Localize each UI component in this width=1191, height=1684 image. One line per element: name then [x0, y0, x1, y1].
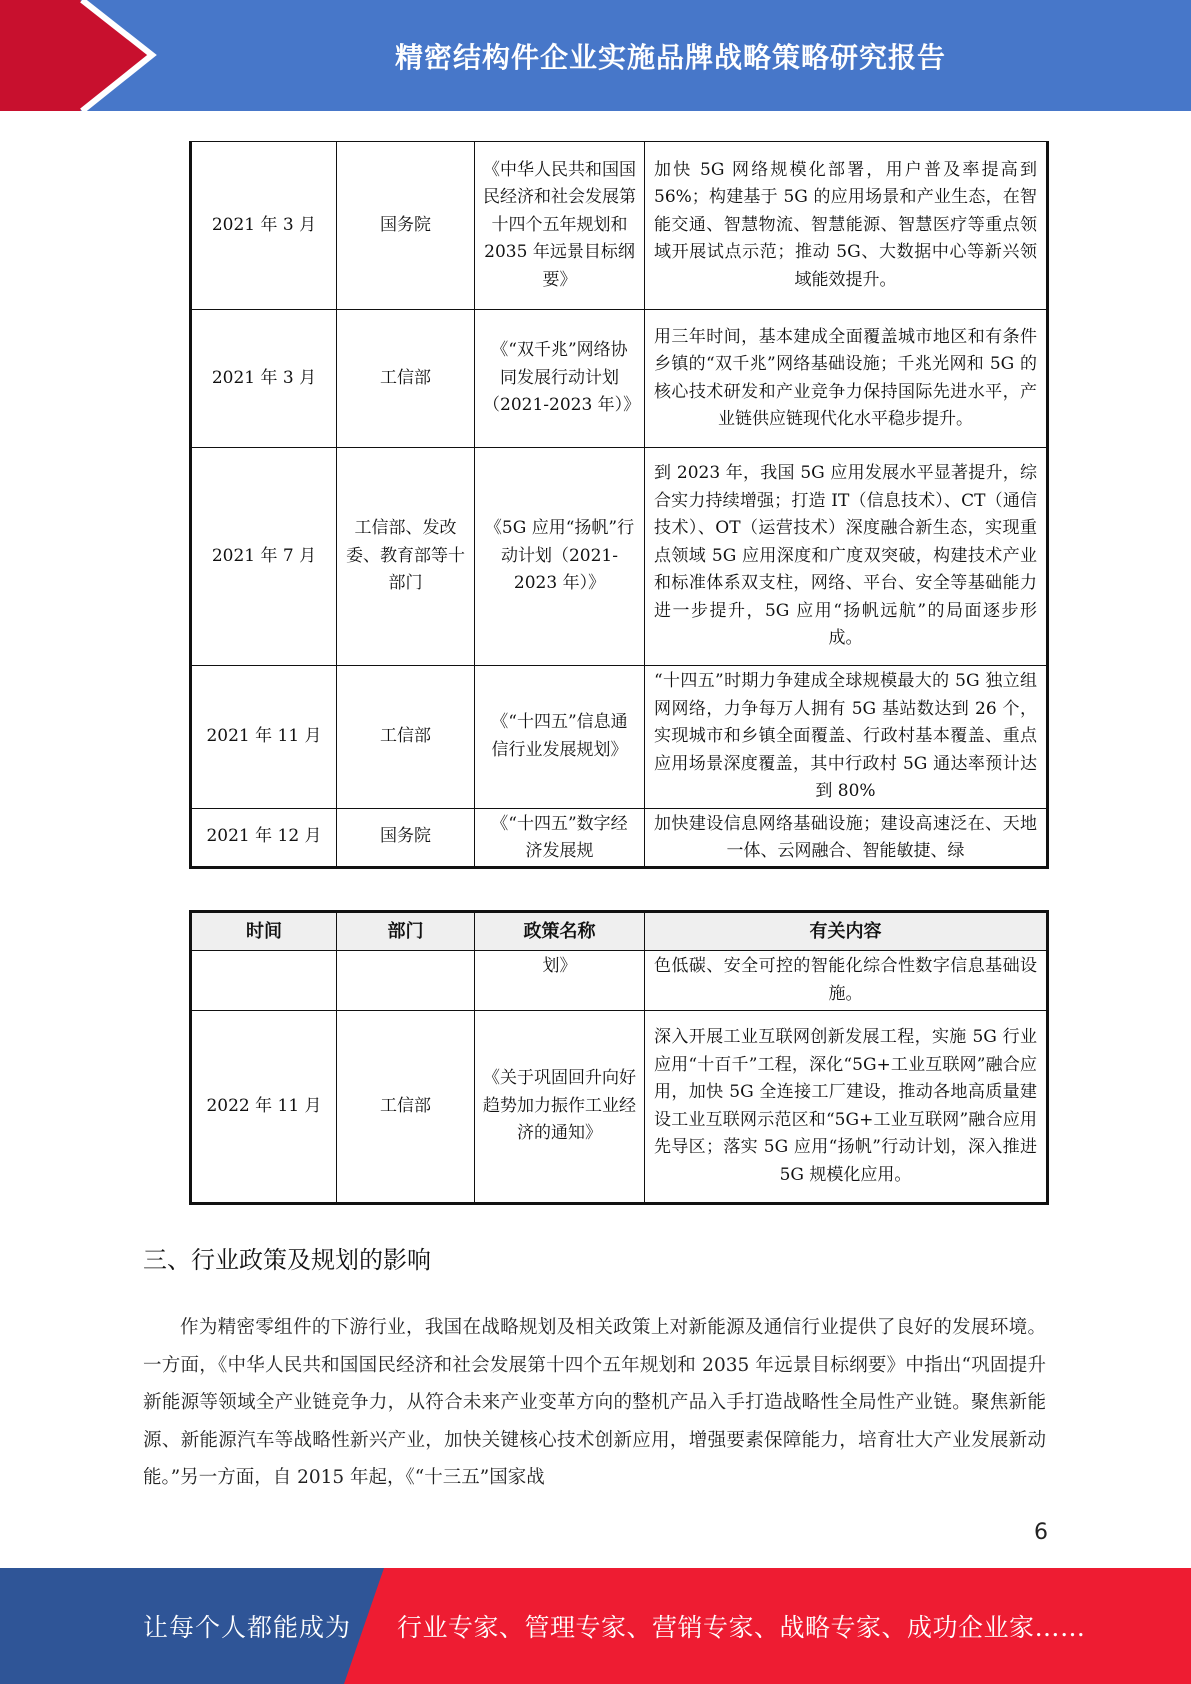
department-cell: 工信部: [337, 310, 475, 448]
content-cell: [645, 808, 1048, 867]
table-row: [191, 666, 1048, 809]
policy-name-cell: 《5G 应用“扬帆”行动计划（2021-2023 年）》: [475, 448, 645, 666]
department-cell: 国务院: [337, 808, 475, 867]
policy-name-cell: 《“双千兆”网络协同发展行动计划（2021-2023 年）》: [475, 310, 645, 448]
footer-slogan-right: 行业专家、管理专家、营销专家、战略专家、成功企业家……: [397, 1613, 1086, 1642]
table-row: [191, 808, 1048, 867]
date-cell: 2021 年 3 月: [191, 310, 337, 448]
content-cell: 色低碳、安全可控的智能化综合性数字信息基础设施。: [645, 951, 1048, 1011]
date-cell: 2021 年 3 月: [191, 142, 337, 310]
policy-name-cell: 《关于巩固回升向好趋势加力振作工业经济的通知》: [475, 1011, 645, 1204]
page-footer: [0, 1568, 1191, 1684]
column-header-policy-name: 政策名称: [475, 912, 645, 951]
table-row: [191, 951, 1048, 1011]
body-paragraph: 作为精密零组件的下游行业，我国在战略规划及相关政策上对新能源及通信行业提供了良好的发展环境。一方面，《中华人民共和国国民经济和社会发展第十四个五年规划和 2035 年远景目标纲要》中指出“巩固提升新能源等领域全产业链竞争力，从符合未来产业变革方向的整机产品入手打造战略性全局性产业链。聚焦新能源、新能源汽车等战略性新兴产业，加快关键核心技术创新应用，增强要素保障能力，培育壮大产业发展新动能。”另一方面，自 2015 年起，《“十三五”国家战: [143, 1317, 1046, 1488]
department-cell: 工信部: [337, 1011, 475, 1204]
content-cell: 深入开展工业互联网创新发展工程，实施 5G 行业应用“十百千”工程，深化“5G+工业互联网”融合应用，加快 5G 全连接工厂建设，推动各地高质量建设工业互联网示范区和“5G+工业互联网”融合应用先导区；落实 5G 应用“扬帆”行动计划，深入推进 5G 规模化应用。: [645, 1011, 1048, 1204]
footer-slogan-left: 让每个人都能成为: [143, 1613, 352, 1642]
policy-name-cell: [475, 808, 645, 867]
column-header-content: 有关内容: [645, 912, 1048, 951]
column-header-department: 部门: [337, 912, 475, 951]
table-row: [191, 142, 1048, 310]
policy-name-cell: 划》: [475, 951, 645, 1011]
page-number: 6: [1034, 1520, 1048, 1545]
section-heading: 三、行业政策及规划的影响: [143, 1246, 431, 1274]
page-header: [0, 0, 1191, 111]
department-cell: 工信部: [337, 666, 475, 809]
date-cell: 2022 年 11 月: [191, 1011, 337, 1204]
policy-name-cell: 《“十四五”信息通信行业发展规划》: [475, 666, 645, 809]
department-cell: 工信部、发改委、教育部等十部门: [337, 448, 475, 666]
table-header-row: [191, 912, 1048, 951]
department-cell: [337, 951, 475, 1011]
report-title: 精密结构件企业实施品牌战略策略研究报告: [394, 40, 946, 74]
policy-name-cell: 《中华人民共和国国民经济和社会发展第十四个五年规划和2035 年远景目标纲要》: [475, 142, 645, 310]
content-cell: 到 2023 年，我国 5G 应用发展水平显著提升，综合实力持续增强；打造 IT（信息技术）、CT（通信技术）、OT（运营技术）深度融合新生态，实现重点领域 5G 应用深度和广度双突破，构建技术产业和标准体系双支柱，网络、平台、安全等基础能力进一步提升，5G 应用“扬帆远航”的局面逐步形成。: [645, 448, 1048, 666]
content-cell: “十四五”时期力争建成全球规模最大的 5G 独立组网网络，力争每万人拥有 5G 基站数达到 26 个，实现城市和乡镇全面覆盖、行政村基本覆盖、重点应用场景深度覆盖，其中行政村 5G 通达率预计达到 80%: [645, 666, 1048, 809]
date-cell: 2021 年 11 月: [191, 666, 337, 809]
table-row: [191, 448, 1048, 666]
table-row: [191, 310, 1048, 448]
date-cell: 2021 年 7 月: [191, 448, 337, 666]
header-red-arrow-decoration: [0, 0, 160, 111]
column-header-time: 时间: [191, 912, 337, 951]
table-row: [191, 1011, 1048, 1204]
policy-table-continued: [189, 141, 1049, 869]
department-cell: 国务院: [337, 142, 475, 310]
date-cell: [191, 951, 337, 1011]
content-cell: 加快 5G 网络规模化部署，用户普及率提高到 56%；构建基于 5G 的应用场景和产业生态，在智能交通、智慧物流、智慧能源、智慧医疗等重点领域开展试点示范；推动 5G、大数据中心等新兴领域能效提升。: [645, 142, 1048, 310]
content-text: 加快建设信息网络基础设施；建设高速泛在、天地一体、云网融合、智能敏捷、绿: [654, 813, 1037, 861]
policy-table: [189, 910, 1049, 1205]
date-cell: 2021 年 12 月: [191, 808, 337, 867]
policy-name-text: 《“十四五”数字经济发展规: [491, 813, 628, 861]
content-cell: 用三年时间，基本建成全面覆盖城市地区和有条件乡镇的“双千兆”网络基础设施；千兆光网和 5G 的核心技术研发和产业竞争力保持国际先进水平，产业链供应链现代化水平稳步提升。: [645, 310, 1048, 448]
